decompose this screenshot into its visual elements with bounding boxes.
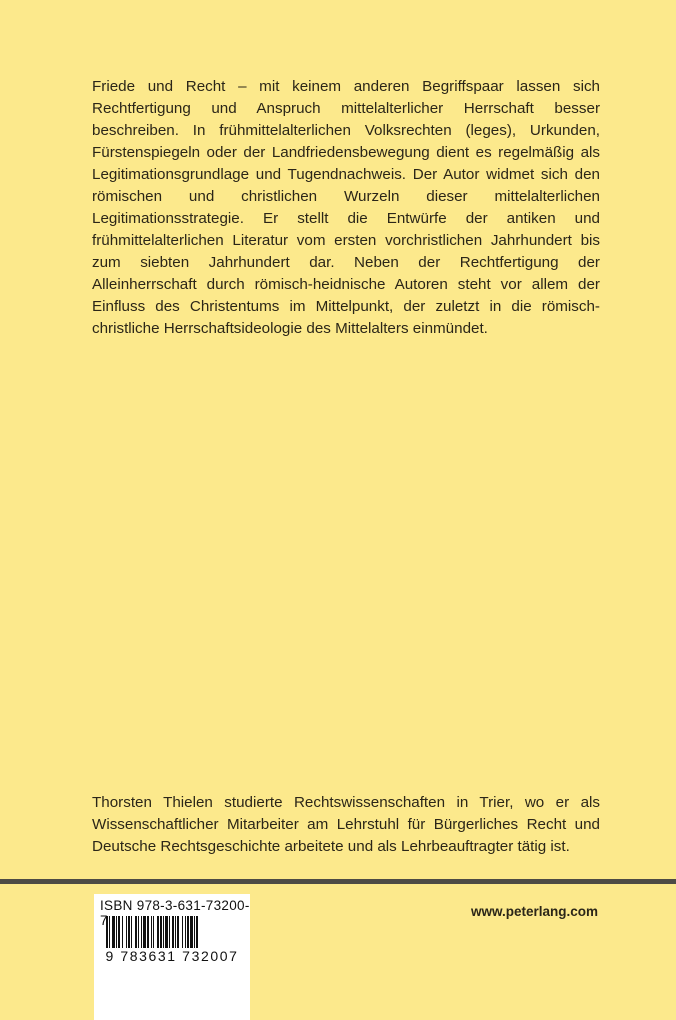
author-bio [92,792,600,858]
barcode-digits: 9 783631 732007 [96,948,248,964]
description-paragraph: Friede und Recht – mit keinem anderen Begriffspaar lassen sich Rechtfertigung und Anspruch mittelalterlicher Herrschaft besser beschreiben. In frühmittelalterlichen Volksrechten (leges), Urkunden, Fürstenspiegeln oder der Landfriedensbewegung dient es regelmäßig als Legitimationsgrundlage und Tugendnachweis. Der Autor widmet sich den römischen und christlichen Wurzeln dieser mittelalterlichen Legitimationsstrategie. Er stellt die Entwürfe der antiken und frühmittelalterlichen Literatur vom ersten vorchristlichen Jahrhundert bis zum siebten Jahrhundert dar. Neben der Rechtfertigung der Alleinherrschaft durch römisch-heidnische Autoren steht vor allem der Einfluss des Christentums im Mittelpunkt, der zuletzt in die römisch-christliche Herrschaftsideologie des Mittelalters einmündet. [92,78,600,337]
divider-rule [0,879,676,884]
isbn-label: ISBN 978-3-631-73200-7 [100,898,250,928]
author-bio-paragraph: Thorsten Thielen studierte Rechtswissenschaften in Trier, wo er als Wissenschaftlicher Mitarbeiter am Lehrstuhl für Bürgerliches Recht und Deutsche Rechtsgeschichte arbeitete und als Lehrbeauftragter tätig ist. [92,794,600,855]
publisher-website[interactable]: www.peterlang.com [470,904,598,919]
description-text [92,76,600,340]
barcode [94,894,250,1020]
